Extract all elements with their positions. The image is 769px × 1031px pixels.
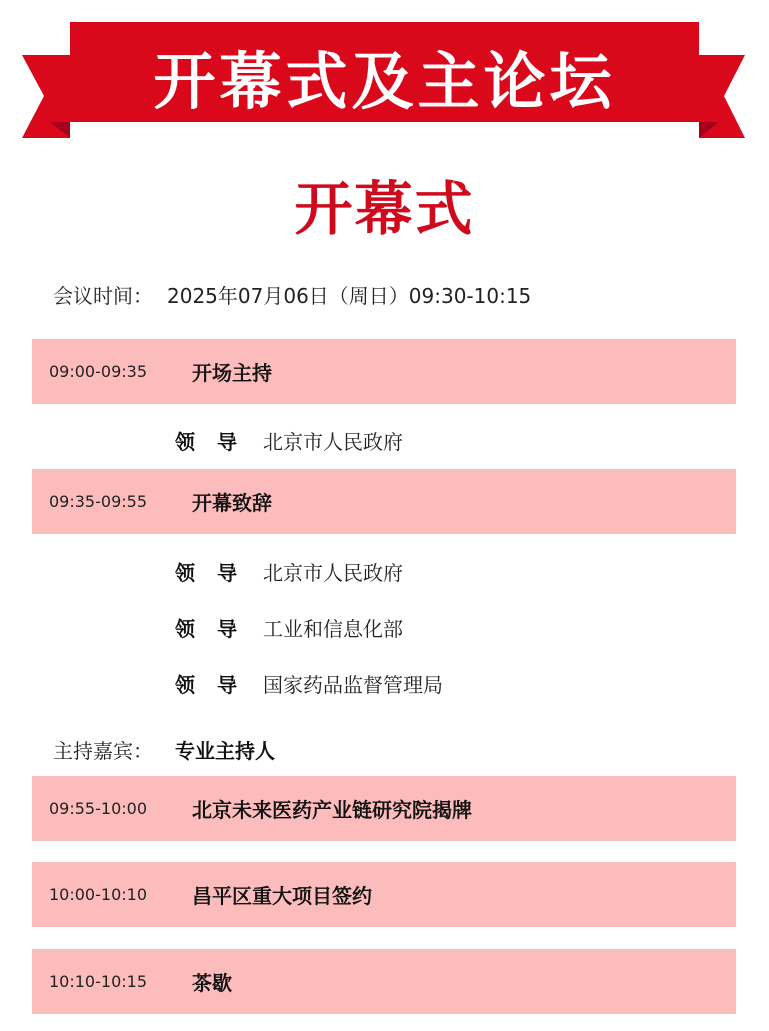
agenda-time: 10:00-10:10 <box>49 885 147 904</box>
speaker-org: 北京市人民政府 <box>263 429 403 454</box>
agenda-row <box>32 862 736 927</box>
meeting-time <box>53 280 531 309</box>
agenda-title: 开幕致辞 <box>192 491 272 515</box>
speaker-row <box>175 612 403 642</box>
speaker-role: 领导 <box>175 616 259 641</box>
agenda-row <box>32 339 736 404</box>
agenda-title: 茶歇 <box>192 971 232 995</box>
agenda-time: 09:55-10:00 <box>49 799 147 818</box>
agenda-title: 北京未来医药产业链研究院揭牌 <box>192 798 472 822</box>
section-title: 开幕式 <box>294 175 475 243</box>
meeting-time-label: 会议时间： <box>53 284 153 308</box>
page-title: 开幕式及主论坛 <box>153 44 616 118</box>
agenda-time: 10:10-10:15 <box>49 972 147 991</box>
speaker-org: 工业和信息化部 <box>263 616 403 641</box>
speaker-row <box>175 425 403 455</box>
agenda-title: 昌平区重大项目签约 <box>192 884 372 908</box>
speaker-role: 领导 <box>175 429 259 454</box>
host-row <box>53 734 275 764</box>
agenda-row <box>32 469 736 534</box>
meeting-time-value: 2025年07月06日（周日）09:30-10:15 <box>167 284 532 308</box>
host-label: 主持嘉宾： <box>53 738 153 763</box>
agenda-row <box>32 776 736 841</box>
speaker-row <box>175 556 403 586</box>
agenda-time: 09:00-09:35 <box>49 362 147 381</box>
agenda-title: 开场主持 <box>192 361 272 385</box>
host-name: 专业主持人 <box>175 738 275 763</box>
speaker-role: 领导 <box>175 560 259 585</box>
agenda-row <box>32 949 736 1014</box>
title-banner <box>0 0 769 150</box>
speaker-role: 领导 <box>175 672 259 697</box>
speaker-row <box>175 668 443 698</box>
speaker-org: 北京市人民政府 <box>263 560 403 585</box>
speaker-org: 国家药品监督管理局 <box>263 672 443 697</box>
agenda-time: 09:35-09:55 <box>49 492 147 511</box>
